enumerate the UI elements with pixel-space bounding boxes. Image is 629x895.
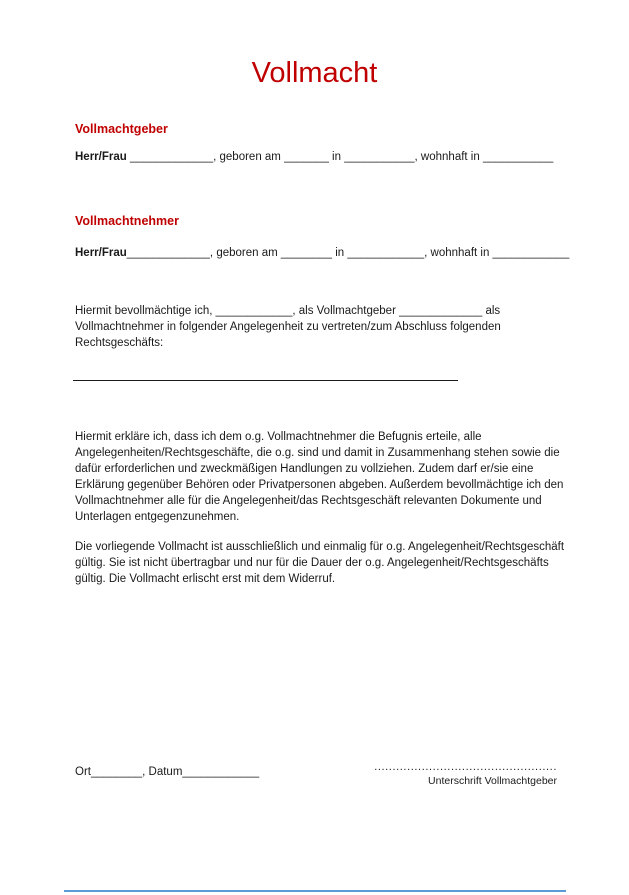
grantee-fill-in-line bbox=[75, 247, 569, 259]
section-heading-vollmachtnehmer: Vollmachtnehmer bbox=[75, 214, 179, 228]
grantee-details-blanks: _____________, geboren am ________ in ____________, wohnhaft in ____________ bbox=[126, 247, 570, 259]
grantor-fill-in-line bbox=[75, 151, 553, 163]
authorization-paragraph: Hiermit bevollmächtige ich, ____________, als Vollmachtgeber _____________ als Vollmachtnehmer in folgender Angelegenheit zu vertreten/zum Abschluss folgenden Rechtsgeschäfts: bbox=[75, 305, 501, 349]
page-bottom-rule bbox=[64, 890, 566, 892]
grantor-details-blanks: _____________, geboren am _______ in ___________, wohnhaft in ___________ bbox=[126, 151, 554, 163]
grantee-name-label: Herr/Frau bbox=[75, 247, 127, 259]
place-date-fill-in-line: Ort________, Datum____________ bbox=[75, 766, 260, 778]
scope-paragraph: Hiermit erkläre ich, dass ich dem o.g. Vollmachtnehmer die Befugnis erteile, alle Angelegenheiten/Rechtsgeschäfte, die o.g. sind und damit in Zusammenhang stehen sowie die dafür erforderlichen und zweckmäßigen Handlungen zu vollziehen. Zudem darf er/sie eine Erklärung gegenüber Behören oder Privatpersonen abgeben. Außerdem bevollmächtige ich den Vollmachtnehmer alle für die Angelegenheit/das Rechtsgeschäft relevanten Dokumente und Unterlagen entgegenzunehmen. bbox=[75, 431, 564, 523]
signature-block bbox=[374, 761, 557, 787]
document-title: Vollmacht bbox=[251, 57, 378, 89]
rechtsgeschaeft-fill-in-rule bbox=[73, 372, 458, 381]
signature-label: Unterschrift Vollmachtgeber bbox=[428, 775, 557, 787]
signature-dotted-line: .................................................. bbox=[374, 761, 557, 773]
validity-paragraph: Die vorliegende Vollmacht ist ausschließlich und einmalig für o.g. Angelegenheit/Rechtsgeschäft gültig. Sie ist nicht übertragbar und nur für die Dauer der o.g. Angelegenheit/Rechtsgeschäfts gültig. Die Vollmacht erlischt erst mit dem Widerruf. bbox=[75, 541, 565, 585]
section-heading-vollmachtgeber: Vollmachtgeber bbox=[75, 122, 168, 136]
grantor-name-label: Herr/Frau bbox=[75, 151, 127, 163]
